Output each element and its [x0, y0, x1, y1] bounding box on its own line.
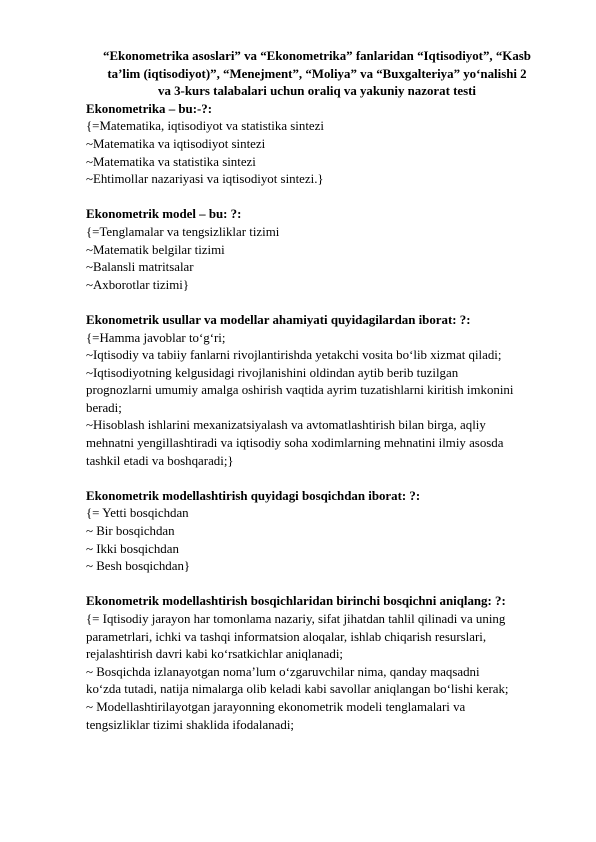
answer-line: tashkil etadi va boshqaradi;}	[86, 453, 234, 468]
answer-line: ~Balansli matritsalar	[86, 260, 194, 275]
question-block	[86, 206, 548, 294]
answer-line: {=Matematika, iqtisodiyot va statistika sintezi	[86, 119, 324, 134]
question-block	[86, 101, 548, 189]
question-text: Ekonometrik modellashtirish quyidagi bosqichdan iborat: ?:	[86, 488, 421, 503]
answer-line: rejalashtirish davri kabi ko‘rsatkichlar aniqlanadi;	[86, 647, 344, 662]
answer-line: ~ Modellashtirilayotgan jarayonning ekonometrik modeli tenglamalari va	[86, 699, 466, 714]
title-line: va 3-kurs talabalari uchun oraliq va yakuniy nazorat testi	[158, 84, 476, 99]
answer-line: ~Hisoblash ishlarini mexanizatsiyalash va avtomatlashtirish bilan birga, aqliy	[86, 418, 486, 433]
paragraph-gap	[86, 576, 548, 594]
answer-line: ~Axborotlar tizimi}	[86, 277, 190, 292]
title-line: ta’lim (iqtisodiyot)”, “Menejment”, “Moliya” va “Buxgalteriya” yo‘nalishi 2	[107, 66, 527, 81]
answer-line: {=Tenglamalar va tengsizliklar tizimi	[86, 224, 280, 239]
answer-line: ko‘zda tutadi, natija nimalarga olib keladi kabi savollar aniqlangan bo‘lishi kerak;	[86, 682, 509, 697]
question-block	[86, 488, 548, 576]
paragraph-gap	[86, 470, 548, 488]
answer-line: ~ Bosqichda izlanayotgan noma’lum o‘zgaruvchilar nima, qanday maqsadni	[86, 664, 480, 679]
question-text: Ekonometrik modellashtirish bosqichlaridan birinchi bosqichni aniqlang: ?:	[86, 594, 506, 609]
answer-line: tengsizliklar tizimi shaklida ifodalanadi;	[86, 717, 294, 732]
question-block	[86, 593, 548, 734]
answer-line: ~Ehtimollar nazariyasi va iqtisodiyot sintezi.}	[86, 172, 324, 187]
answer-line: mehnatni yengillashtiradi va iqtisodiy soha xodimlarning mehnatini ilmiy asosda	[86, 436, 504, 451]
answer-line: ~ Besh bosqichdan}	[86, 559, 191, 574]
answer-line: prognozlarni umumiy amalga oshirish vaqtida ayrim tuzatishlarni kiritish imkonini	[86, 383, 514, 398]
question-text: Ekonometrika – bu:-?:	[86, 101, 213, 116]
paragraph-gap	[86, 294, 548, 312]
question-text: Ekonometrik usullar va modellar ahamiyati quyidagilardan iborat: ?:	[86, 312, 471, 327]
answer-line: ~Matematik belgilar tizimi	[86, 242, 225, 257]
answer-line: ~ Ikki bosqichdan	[86, 541, 179, 556]
answer-line: ~ Bir bosqichdan	[86, 524, 175, 539]
title-line: “Ekonometrika asoslari” va “Ekonometrika” fanlaridan “Iqtisodiyot”, “Kasb	[103, 49, 531, 63]
document-page	[86, 48, 548, 734]
answer-line: ~Iqtisodiy va tabiiy fanlarni rivojlantirishda yetakchi vosita bo‘lib xizmat qiladi;	[86, 348, 502, 363]
answer-line: ~Iqtisodiyotning kelgusidagi rivojlanishini oldindan aytib berib tuzilgan	[86, 365, 459, 380]
answer-line: beradi;	[86, 400, 122, 415]
document-title	[78, 48, 556, 101]
answer-line: parametrlari, ichki va tashqi informatsion aloqalar, ishlab chiqarish resurslari,	[86, 629, 487, 644]
answer-line: {=Hamma javoblar to‘g‘ri;	[86, 330, 226, 345]
answer-line: {= Iqtisodiy jarayon har tomonlama nazariy, sifat jihatdan tahlil qilinadi va uning	[86, 612, 506, 626]
answer-line: ~Matematika va statistika sintezi	[86, 154, 256, 169]
answer-line: {= Yetti bosqichdan	[86, 506, 189, 521]
question-text: Ekonometrik model – bu: ?:	[86, 207, 242, 222]
question-block	[86, 312, 548, 470]
answer-line: ~Matematika va iqtisodiyot sintezi	[86, 136, 266, 151]
paragraph-gap	[86, 189, 548, 207]
